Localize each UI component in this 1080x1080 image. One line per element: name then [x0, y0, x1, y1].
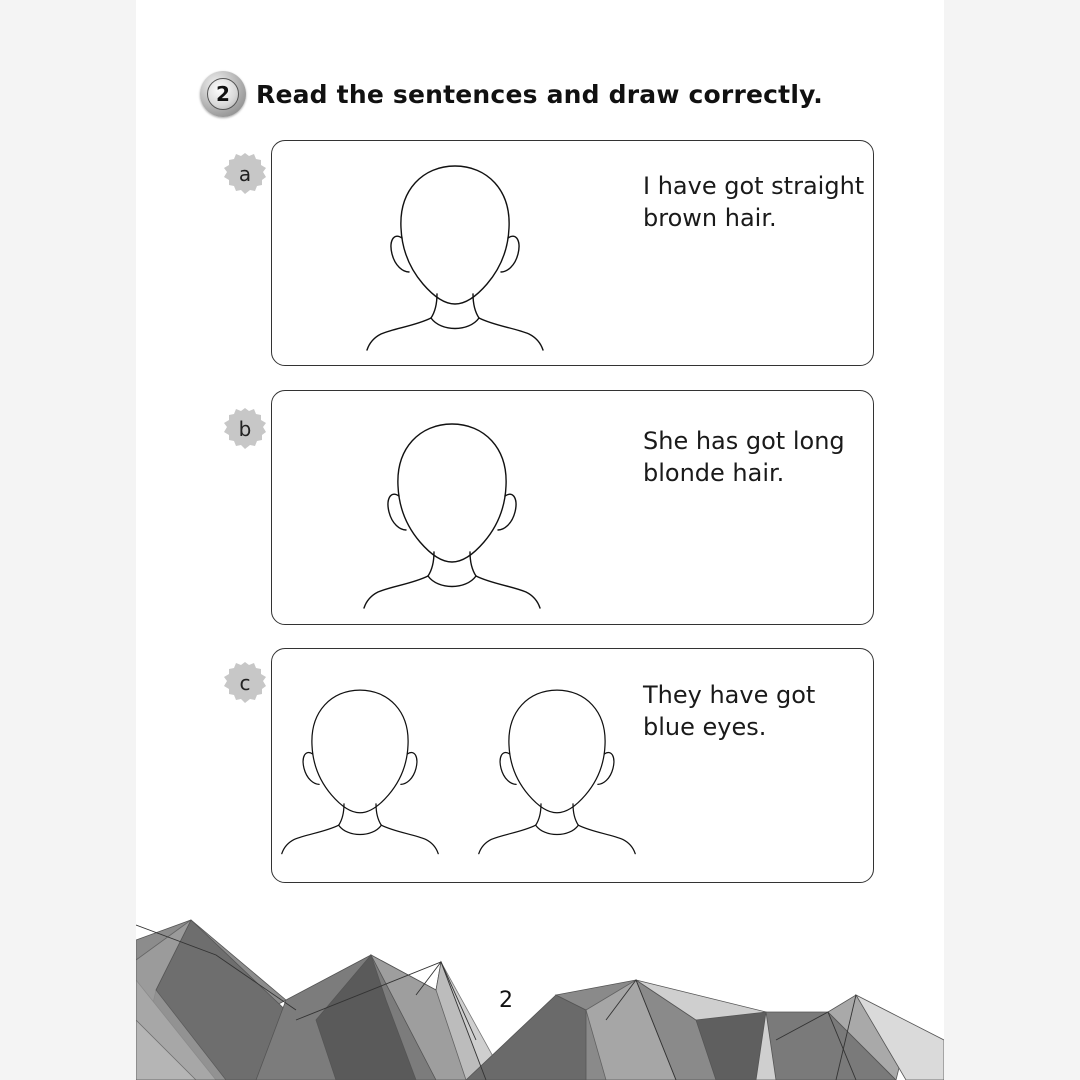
head-outline-icon — [477, 686, 637, 856]
task-letter: b — [238, 417, 252, 441]
task-c-letter-badge — [222, 660, 268, 706]
sentence-line: They have got — [643, 681, 816, 709]
mountains-decoration — [136, 900, 944, 1080]
task-b-sentence — [643, 425, 868, 489]
head-outline-icon — [365, 162, 545, 352]
page-number: 2 — [499, 988, 513, 1013]
exercise-heading — [200, 70, 823, 118]
task-b-letter-badge — [222, 406, 268, 452]
task-letter: a — [238, 162, 252, 186]
task-letter: c — [239, 671, 251, 695]
sentence-line: blonde hair. — [643, 459, 785, 487]
exercise-instruction: Read the sentences and draw correctly. — [256, 79, 823, 109]
exercise-number-badge — [200, 71, 246, 117]
head-outline-icon — [280, 686, 440, 856]
task-a-sentence — [643, 170, 868, 234]
task-c-sentence — [643, 679, 868, 743]
sentence-line: She has got long — [643, 427, 845, 455]
task-a-letter-badge — [222, 151, 268, 197]
sentence-line: blue eyes. — [643, 713, 767, 741]
sentence-line: brown hair. — [643, 204, 777, 232]
exercise-number: 2 — [207, 78, 239, 110]
sentence-line: I have got straight — [643, 172, 865, 200]
head-outline-icon — [362, 420, 542, 610]
